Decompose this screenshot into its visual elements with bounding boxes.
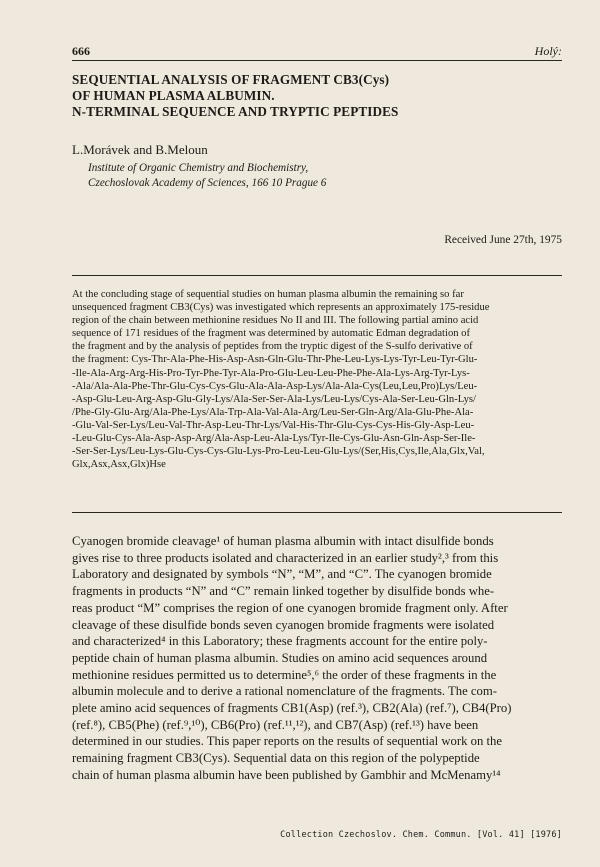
abstract-line: unsequenced fragment CB3(Cys) was investigated which represents an approximately 175-residue bbox=[72, 302, 490, 314]
body-line: chain of human plasma albumin have been published by Gambhir and McMenamy¹⁴ bbox=[72, 767, 501, 782]
page-number: 666 bbox=[72, 44, 90, 58]
body-line: plete amino acid sequences of fragments CB1(Asp) (ref.³), CB2(Ala) (ref.⁷), CB4(Pro) bbox=[72, 701, 512, 716]
title-line: SEQUENTIAL ANALYSIS OF FRAGMENT CB3(Cys) bbox=[72, 72, 390, 87]
author-list: L.Morávek and B.Meloun bbox=[72, 142, 208, 157]
abstract-line: Glx,Asx,Asx,Glx)Hse bbox=[72, 459, 166, 471]
abstract-line: -Ser-Ser-Lys/Leu-Lys-Glu-Cys-Cys-Glu-Lys-Pro-Leu-Leu-Glu-Lys/(Ser,His,Cys,Ile,Ala,Glx,Val, bbox=[72, 446, 485, 458]
body-line: reas product “M” comprises the region of one cyanogen bromide fragment only. After bbox=[72, 600, 508, 615]
abstract-line: -Ala/Ala-Ala-Phe-Thr-Glu-Cys-Cys-Glu-Ala-Ala-Asp-Lys/Ala-Ala-Cys(Leu,Leu,Pro)Lys/Leu- bbox=[72, 380, 478, 392]
abstract-line: -Ile-Ala-Arg-Arg-His-Pro-Tyr-Phe-Tyr-Ala-Pro-Glu-Leu-Leu-Phe-Phe-Ala-Lys-Arg-Tyr-Lys- bbox=[72, 367, 470, 379]
body-paragraph bbox=[72, 533, 562, 784]
affiliation-line: Institute of Organic Chemistry and Biochemistry, bbox=[88, 162, 309, 174]
abstract-line: -Asp-Glu-Leu-Arg-Asp-Glu-Gly-Lys/Ala-Ser-Ser-Ala-Lys/Leu-Lys/Cys-Ala-Ser-Leu-Gln-Lys/ bbox=[72, 393, 476, 405]
received-date: Received June 27th, 1975 bbox=[444, 234, 562, 246]
abstract-line: -Glu-Val-Ser-Lys/Leu-Val-Thr-Asp-Leu-Thr-Lys/Val-His-Thr-Glu-Cys-Cys-His-Gly-Asp-Leu- bbox=[72, 419, 475, 431]
header-rule bbox=[72, 60, 562, 61]
body-line: peptide chain of human plasma albumin. Studies on amino acid sequences around bbox=[72, 650, 488, 665]
running-head bbox=[72, 44, 562, 60]
body-line: remaining fragment CB3(Cys). Sequential data on this region of the polypeptide bbox=[72, 751, 480, 766]
title-line: N-TERMINAL SEQUENCE AND TRYPTIC PEPTIDES bbox=[72, 104, 399, 119]
body-line: albumin molecule and to derive a rational nomenclature of the fragments. The com- bbox=[72, 684, 497, 699]
journal-footer: Collection Czechoslov. Chem. Commun. [Vol. 41] [1976] bbox=[280, 830, 562, 840]
body-line: fragments in products “N” and “C” remain linked together by disulfide bonds whe- bbox=[72, 584, 495, 599]
body-line: Laboratory and designated by symbols “N”, “M”, and “C”. The cyanogen bromide bbox=[72, 567, 492, 582]
abstract-line: region of the chain between methionine residues No II and III. The following partial amino acid bbox=[72, 315, 479, 327]
abstract-line: At the concluding stage of sequential studies on human plasma albumin the remaining so far bbox=[72, 289, 464, 300]
body-line: gives rise to three products isolated and characterized in an earlier study²,³ from this bbox=[72, 550, 499, 565]
abstract-line: the fragment and by the analysis of peptides from the tryptic digest of the S-sulfo derivative of bbox=[72, 341, 473, 353]
abstract-line: the fragment: Cys-Thr-Ala-Phe-His-Asp-Asn-Gln-Glu-Thr-Phe-Leu-Lys-Lys-Tyr-Leu-Tyr-Glu- bbox=[72, 354, 478, 366]
body-line: Cyanogen bromide cleavage¹ of human plasma albumin with intact disulfide bonds bbox=[72, 534, 494, 548]
body-line: cleavage of these disulfide bonds seven cyanogen bromide fragments were isolated bbox=[72, 617, 495, 632]
affiliation-line: Czechoslovak Academy of Sciences, 166 10 Prague 6 bbox=[88, 177, 327, 189]
body-line: determined in our studies. This paper reports on the results of sequential work on the bbox=[72, 734, 502, 749]
abstract bbox=[72, 288, 562, 471]
body-line: methionine residues permitted us to determine⁵,⁶ the order of these fragments in the bbox=[72, 667, 497, 682]
body-line: (ref.⁸), CB5(Phe) (ref.⁹,¹⁰), CB6(Pro) (ref.¹¹,¹²), and CB7(Asp) (ref.¹³) have been bbox=[72, 717, 479, 732]
abstract-bottom-rule bbox=[72, 512, 562, 513]
article-title bbox=[72, 72, 542, 120]
body-line: and characterized⁴ in this Laboratory; these fragments account for the entire poly- bbox=[72, 634, 488, 649]
abstract-line: /Phe-Gly-Glu-Arg/Ala-Phe-Lys/Ala-Trp-Ala-Val-Ala-Arg/Leu-Ser-Gln-Arg/Ala-Glu-Phe-Ala- bbox=[72, 406, 474, 418]
abstract-line: sequence of 171 residues of the fragment was determined by automatic Edman degradation of bbox=[72, 328, 471, 340]
title-line: OF HUMAN PLASMA ALBUMIN. bbox=[72, 88, 275, 103]
abstract-line: -Leu-Glu-Cys-Ala-Asp-Asp-Arg/Ala-Asp-Leu-Ala-Lys/Tyr-Ile-Cys-Glu-Asn-Gln-Asp-Ser-Ile- bbox=[72, 433, 476, 445]
abstract-top-rule bbox=[72, 275, 562, 276]
affiliation bbox=[88, 161, 326, 191]
running-author: Holý: bbox=[534, 44, 562, 58]
